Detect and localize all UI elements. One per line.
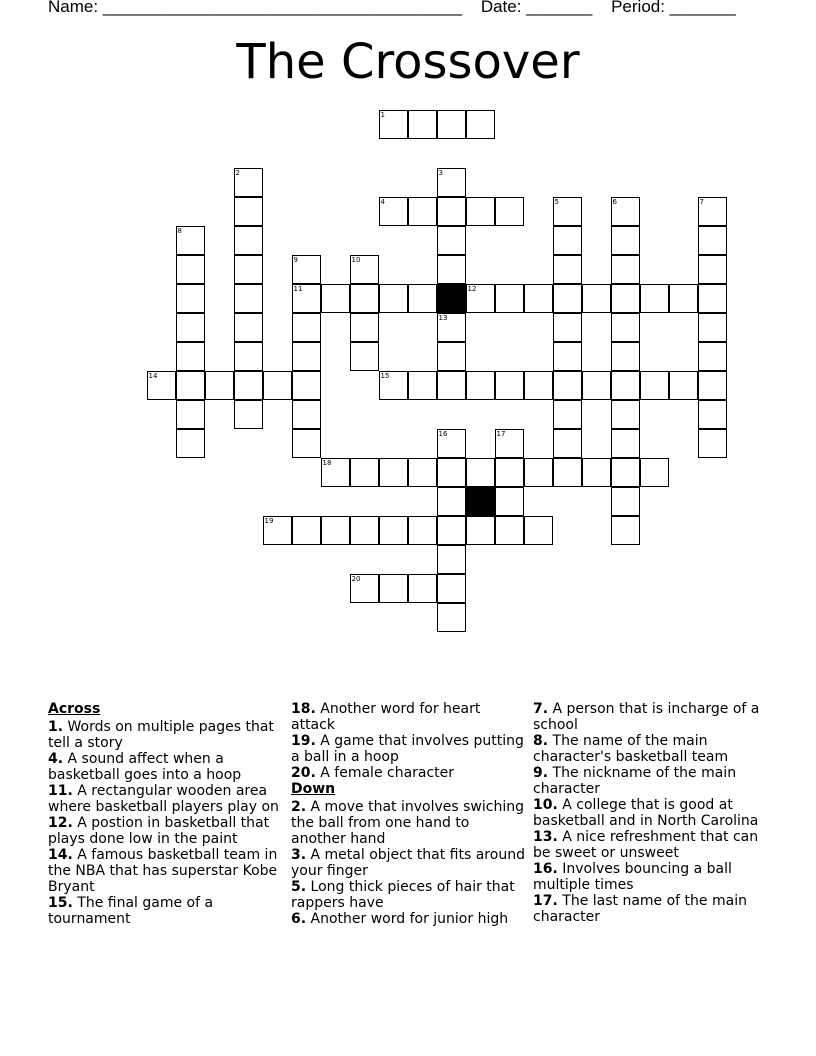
- grid-cell[interactable]: [350, 313, 379, 342]
- clue-item: [48, 895, 280, 927]
- grid-cell[interactable]: [553, 400, 582, 429]
- grid-cell[interactable]: [437, 574, 466, 603]
- clue-number: 8: [177, 226, 182, 235]
- clue-number: 18.: [291, 701, 316, 717]
- grid-cell[interactable]: [437, 603, 466, 632]
- grid-cell[interactable]: [669, 371, 698, 400]
- clue-number: 5: [554, 197, 559, 206]
- grid-cell[interactable]: [408, 110, 437, 139]
- grid-cell[interactable]: [437, 429, 466, 458]
- clue-item: [48, 815, 280, 847]
- grid-cell[interactable]: [408, 371, 437, 400]
- clue-number: 15.: [48, 895, 73, 911]
- grid-cell[interactable]: [234, 313, 263, 342]
- clue-item: [291, 765, 527, 781]
- grid-cell[interactable]: [350, 284, 379, 313]
- clues-column-2: [291, 701, 527, 927]
- clue-item: [533, 861, 769, 893]
- grid-cell[interactable]: [292, 400, 321, 429]
- grid-cell[interactable]: [292, 313, 321, 342]
- clue-number: 17.: [533, 893, 558, 909]
- grid-cell[interactable]: [466, 458, 495, 487]
- clues-column-3: [533, 701, 769, 925]
- date-field[interactable]: Date: _______: [480, 0, 593, 16]
- clues-column-1: [48, 701, 280, 927]
- black-square: [466, 487, 495, 516]
- clue-item: [291, 847, 527, 879]
- grid-cell[interactable]: [437, 226, 466, 255]
- clue-text: Words on multiple pages that tell a story: [48, 719, 274, 751]
- grid-cell[interactable]: [611, 226, 640, 255]
- clue-number: 15: [380, 371, 390, 380]
- clue-text: A female character: [315, 765, 455, 781]
- grid-cell[interactable]: [611, 429, 640, 458]
- grid-cell[interactable]: [437, 255, 466, 284]
- clue-number: 3.: [291, 847, 307, 863]
- grid-cell[interactable]: [176, 284, 205, 313]
- grid-cell[interactable]: [553, 284, 582, 313]
- clue-number: 4: [380, 197, 385, 206]
- grid-cell[interactable]: [176, 342, 205, 371]
- clue-number: 7.: [533, 701, 549, 717]
- grid-cell[interactable]: [524, 284, 553, 313]
- grid-cell[interactable]: [234, 226, 263, 255]
- grid-cell[interactable]: [611, 284, 640, 313]
- clue-number: 20.: [291, 765, 316, 781]
- grid-cell[interactable]: [263, 371, 292, 400]
- clue-number: 8.: [533, 733, 549, 749]
- grid-cell[interactable]: [321, 458, 350, 487]
- grid-cell[interactable]: [321, 516, 350, 545]
- grid-cell[interactable]: [611, 313, 640, 342]
- clue-number: 19.: [291, 733, 316, 749]
- grid-cell[interactable]: [379, 516, 408, 545]
- grid-cell[interactable]: [379, 110, 408, 139]
- clue-number: 6.: [291, 911, 307, 927]
- clue-number: 9.: [533, 765, 549, 781]
- grid-cell[interactable]: [292, 429, 321, 458]
- grid-cell[interactable]: [466, 197, 495, 226]
- clue-number: 13: [438, 313, 448, 322]
- grid-cell[interactable]: [292, 516, 321, 545]
- grid-cell[interactable]: [466, 110, 495, 139]
- grid-cell[interactable]: [437, 487, 466, 516]
- grid-cell[interactable]: [350, 458, 379, 487]
- grid-cell[interactable]: [176, 226, 205, 255]
- grid-cell[interactable]: [292, 284, 321, 313]
- grid-cell[interactable]: [263, 516, 292, 545]
- grid-cell[interactable]: [379, 197, 408, 226]
- clue-item: [291, 733, 527, 765]
- clue-number: 2.: [291, 799, 307, 815]
- grid-cell[interactable]: [408, 458, 437, 487]
- clue-text: The nickname of the main character: [533, 765, 737, 797]
- grid-cell[interactable]: [321, 284, 350, 313]
- clue-item: [48, 783, 280, 815]
- grid-cell[interactable]: [611, 342, 640, 371]
- clue-number: 18: [322, 458, 332, 467]
- grid-cell[interactable]: [466, 371, 495, 400]
- clue-number: 6: [612, 197, 617, 206]
- clue-text: Another word for junior high: [306, 911, 509, 927]
- clue-item: [291, 701, 527, 733]
- clue-number: 19: [264, 516, 274, 525]
- grid-cell[interactable]: [350, 516, 379, 545]
- grid-cell[interactable]: [698, 371, 727, 400]
- clue-item: [533, 765, 769, 797]
- grid-cell[interactable]: [176, 255, 205, 284]
- grid-cell[interactable]: [466, 284, 495, 313]
- grid-cell[interactable]: [495, 197, 524, 226]
- clue-number: 11: [293, 284, 303, 293]
- grid-cell[interactable]: [611, 458, 640, 487]
- clue-number: 7: [699, 197, 704, 206]
- clue-number: 20: [351, 574, 361, 583]
- grid-cell[interactable]: [234, 255, 263, 284]
- across-heading: Across: [48, 701, 101, 717]
- grid-cell[interactable]: [408, 516, 437, 545]
- grid-cell[interactable]: [437, 545, 466, 574]
- clue-item: [533, 797, 769, 829]
- clue-number: 12: [467, 284, 477, 293]
- clue-number: 1.: [48, 719, 64, 735]
- grid-cell[interactable]: [640, 371, 669, 400]
- clue-number: 10: [351, 255, 361, 264]
- grid-cell[interactable]: [553, 371, 582, 400]
- clue-item: [533, 733, 769, 765]
- clue-number: 2: [235, 168, 240, 177]
- grid-cell[interactable]: [698, 400, 727, 429]
- grid-cell[interactable]: [437, 458, 466, 487]
- grid-cell[interactable]: [582, 284, 611, 313]
- grid-cell[interactable]: [524, 371, 553, 400]
- grid-cell[interactable]: [379, 458, 408, 487]
- grid-cell[interactable]: [553, 226, 582, 255]
- grid-cell[interactable]: [553, 342, 582, 371]
- clue-number: 1: [380, 110, 385, 119]
- clue-number: 12.: [48, 815, 73, 831]
- clue-text: A college that is good at basketball and in North Carolina: [533, 797, 759, 829]
- clue-text: A move that involves swiching the ball from one hand to another hand: [291, 799, 524, 847]
- clue-text: A sound affect when a basketball goes into a hoop: [48, 751, 242, 783]
- clue-item: [48, 847, 280, 895]
- clue-number: 10.: [533, 797, 558, 813]
- grid-cell[interactable]: [553, 255, 582, 284]
- grid-cell[interactable]: [640, 284, 669, 313]
- grid-cell[interactable]: [495, 429, 524, 458]
- grid-cell[interactable]: [176, 429, 205, 458]
- grid-cell[interactable]: [379, 284, 408, 313]
- grid-cell[interactable]: [408, 284, 437, 313]
- grid-cell[interactable]: [553, 197, 582, 226]
- clue-number: 3: [438, 168, 443, 177]
- clue-text: The last name of the main character: [533, 893, 747, 925]
- grid-cell[interactable]: [553, 429, 582, 458]
- grid-cell[interactable]: [524, 516, 553, 545]
- grid-cell[interactable]: [234, 342, 263, 371]
- grid-cell[interactable]: [640, 458, 669, 487]
- grid-cell[interactable]: [611, 255, 640, 284]
- grid-cell[interactable]: [611, 400, 640, 429]
- grid-cell[interactable]: [495, 458, 524, 487]
- grid-cell[interactable]: [437, 197, 466, 226]
- grid-cell[interactable]: [292, 342, 321, 371]
- clue-number: 16.: [533, 861, 558, 877]
- clue-text: Involves bouncing a ball multiple times: [533, 861, 732, 893]
- clue-item: [291, 879, 527, 911]
- clue-item: [533, 893, 769, 925]
- clue-number: 16: [438, 429, 448, 438]
- down-clue-list: [291, 799, 527, 927]
- clue-number: 14.: [48, 847, 73, 863]
- clue-item: [291, 911, 527, 927]
- grid-cell[interactable]: [350, 255, 379, 284]
- grid-cell[interactable]: [437, 313, 466, 342]
- clue-text: Another word for heart attack: [291, 701, 481, 733]
- clue-item: [533, 701, 769, 733]
- grid-cell[interactable]: [698, 342, 727, 371]
- clue-item: [291, 799, 527, 847]
- grid-cell[interactable]: [698, 226, 727, 255]
- grid-cell[interactable]: [292, 255, 321, 284]
- clue-text: The name of the main character's basketball team: [533, 733, 729, 765]
- grid-cell[interactable]: [582, 458, 611, 487]
- grid-cell[interactable]: [611, 197, 640, 226]
- grid-cell[interactable]: [466, 516, 495, 545]
- grid-cell[interactable]: [524, 458, 553, 487]
- clue-number: 13.: [533, 829, 558, 845]
- grid-cell[interactable]: [176, 313, 205, 342]
- grid-cell[interactable]: [669, 284, 698, 313]
- grid-cell[interactable]: [698, 197, 727, 226]
- down-clue-list-continued: [533, 701, 769, 925]
- grid-cell[interactable]: [495, 284, 524, 313]
- grid-cell[interactable]: [234, 197, 263, 226]
- clue-text: A nice refreshment that can be sweet or unsweet: [533, 829, 759, 861]
- grid-cell[interactable]: [495, 487, 524, 516]
- across-clue-list: [48, 719, 280, 927]
- grid-cell[interactable]: [234, 371, 263, 400]
- grid-cell[interactable]: [553, 458, 582, 487]
- name-field[interactable]: Name: ______________________________________: [48, 0, 463, 16]
- clue-text: A game that involves putting a ball in a hoop: [291, 733, 524, 765]
- grid-cell[interactable]: [437, 168, 466, 197]
- grid-cell[interactable]: [350, 574, 379, 603]
- down-heading: Down: [291, 781, 336, 797]
- clue-text: Long thick pieces of hair that rappers have: [291, 879, 515, 911]
- grid-cell[interactable]: [437, 516, 466, 545]
- across-clue-list-continued: [291, 701, 527, 781]
- clue-number: 14: [148, 371, 158, 380]
- grid-cell[interactable]: [176, 400, 205, 429]
- grid-cell[interactable]: [379, 371, 408, 400]
- clue-text: A rectangular wooden area where basketball players play on: [48, 783, 279, 815]
- clue-number: 11.: [48, 783, 73, 799]
- grid-cell[interactable]: [698, 313, 727, 342]
- clue-number: 9: [293, 255, 298, 264]
- grid-cell[interactable]: [698, 255, 727, 284]
- black-square: [437, 284, 466, 313]
- grid-cell[interactable]: [553, 313, 582, 342]
- grid-cell[interactable]: [234, 284, 263, 313]
- grid-cell[interactable]: [495, 371, 524, 400]
- clue-number: 17: [496, 429, 506, 438]
- period-field[interactable]: Period: _______: [611, 0, 736, 16]
- clue-text: A metal object that fits around your finger: [291, 847, 525, 879]
- clue-text: The final game of a tournament: [48, 895, 214, 927]
- clue-item: [533, 829, 769, 861]
- grid-cell[interactable]: [611, 487, 640, 516]
- grid-cell[interactable]: [147, 371, 176, 400]
- grid-cell[interactable]: [205, 371, 234, 400]
- grid-cell[interactable]: [611, 371, 640, 400]
- grid-cell[interactable]: [234, 400, 263, 429]
- grid-cell[interactable]: [437, 371, 466, 400]
- grid-cell[interactable]: [698, 284, 727, 313]
- grid-cell[interactable]: [495, 516, 524, 545]
- grid-cell[interactable]: [350, 342, 379, 371]
- grid-cell[interactable]: [698, 429, 727, 458]
- clue-text: A postion in basketball that plays done low in the paint: [48, 815, 270, 847]
- grid-cell[interactable]: [611, 516, 640, 545]
- clue-number: 5.: [291, 879, 307, 895]
- clue-item: [48, 751, 280, 783]
- header: [48, 0, 750, 17]
- clue-item: [48, 719, 280, 751]
- grid-cell[interactable]: [176, 371, 205, 400]
- grid-cell[interactable]: [234, 168, 263, 197]
- grid-cell[interactable]: [582, 371, 611, 400]
- page-title: The Crossover: [236, 34, 580, 90]
- clue-text: A person that is incharge of a school: [533, 701, 760, 733]
- grid-cell[interactable]: [437, 342, 466, 371]
- grid-cell[interactable]: [437, 110, 466, 139]
- clue-number: 4.: [48, 751, 64, 767]
- grid-cell[interactable]: [379, 574, 408, 603]
- grid-cell[interactable]: [408, 197, 437, 226]
- grid-cell[interactable]: [292, 371, 321, 400]
- clue-text: A famous basketball team in the NBA that has superstar Kobe Bryant: [48, 847, 278, 895]
- grid-cell[interactable]: [408, 574, 437, 603]
